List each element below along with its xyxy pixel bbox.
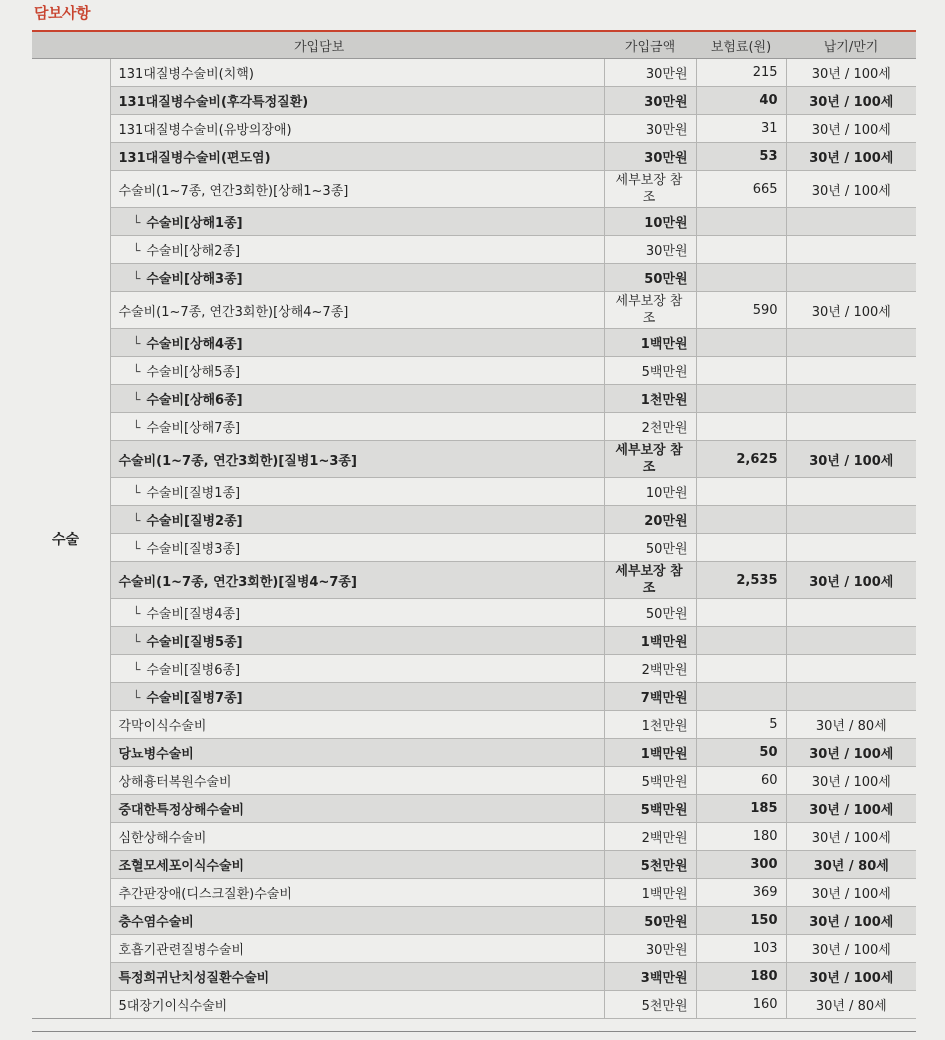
table-row: [32, 851, 916, 879]
term-value: 30년 / 100세: [786, 935, 916, 963]
coverage-name: 특정희귀난치성질환수술비: [110, 963, 604, 991]
sub-item-corner-icon: └: [132, 272, 141, 287]
table-row: [32, 991, 916, 1019]
coverage-amount: 5천만원: [604, 991, 696, 1019]
coverage-amount: 30만원: [604, 87, 696, 115]
sub-item-corner-icon: └: [132, 216, 141, 231]
coverage-name: 조혈모세포이식수술비: [110, 851, 604, 879]
sub-item-corner-icon: └: [132, 663, 141, 678]
header-amount: 가입금액: [604, 31, 696, 59]
table-row: [32, 171, 916, 208]
term-value: 30년 / 100세: [786, 963, 916, 991]
coverage-amount: 1천만원: [604, 385, 696, 413]
term-value: 30년 / 100세: [786, 441, 916, 478]
term-value: 30년 / 100세: [786, 562, 916, 599]
coverage-amount: 30만원: [604, 236, 696, 264]
premium-value: 369: [696, 879, 786, 907]
coverage-name: └ 수술비[상해7종]: [110, 413, 604, 441]
table-row: [32, 534, 916, 562]
coverage-name: └ 수술비[질병6종]: [110, 655, 604, 683]
sub-item-corner-icon: └: [132, 635, 141, 650]
premium-value: [696, 627, 786, 655]
table-row: [32, 655, 916, 683]
table-bottom-border: [32, 1031, 916, 1032]
coverage-name: └ 수술비[질병7종]: [110, 683, 604, 711]
coverage-amount: 10만원: [604, 208, 696, 236]
coverage-amount: 5천만원: [604, 851, 696, 879]
coverage-name: 131대질병수술비(후각특정질환): [110, 87, 604, 115]
coverage-name: └ 수술비[상해6종]: [110, 385, 604, 413]
premium-value: 665: [696, 171, 786, 208]
table-row: [32, 115, 916, 143]
coverage-amount: 1백만원: [604, 879, 696, 907]
table-row: [32, 441, 916, 478]
coverage-name: └ 수술비[상해4종]: [110, 329, 604, 357]
table-row: [32, 562, 916, 599]
table-row: [32, 59, 916, 87]
premium-value: [696, 534, 786, 562]
table-row: [32, 264, 916, 292]
table-row: [32, 935, 916, 963]
coverage-name: 수술비(1~7종, 연간3회한)[상해4~7종]: [110, 292, 604, 329]
premium-value: 2,625: [696, 441, 786, 478]
term-value: 30년 / 100세: [786, 739, 916, 767]
premium-value: 31: [696, 115, 786, 143]
term-value: 30년 / 80세: [786, 991, 916, 1019]
term-value: 30년 / 100세: [786, 143, 916, 171]
sub-item-corner-icon: └: [132, 486, 141, 501]
coverage-amount: 50만원: [604, 907, 696, 935]
sub-item-corner-icon: └: [132, 244, 141, 259]
coverage-amount: 30만원: [604, 935, 696, 963]
coverage-name: 당뇨병수술비: [110, 739, 604, 767]
coverage-amount: 5백만원: [604, 767, 696, 795]
sub-item-corner-icon: └: [132, 393, 141, 408]
table-row: [32, 879, 916, 907]
coverage-name: └ 수술비[질병2종]: [110, 506, 604, 534]
sub-item-corner-icon: └: [132, 691, 141, 706]
term-value: 30년 / 100세: [786, 171, 916, 208]
table-row: [32, 385, 916, 413]
table-row: [32, 357, 916, 385]
coverage-name: 5대장기이식수술비: [110, 991, 604, 1019]
coverage-name: └ 수술비[상해1종]: [110, 208, 604, 236]
sub-item-corner-icon: └: [132, 607, 141, 622]
term-value: [786, 627, 916, 655]
premium-value: 53: [696, 143, 786, 171]
term-value: 30년 / 100세: [786, 767, 916, 795]
term-value: [786, 683, 916, 711]
term-value: [786, 357, 916, 385]
header-premium: 보험료(원): [696, 31, 786, 59]
premium-value: 40: [696, 87, 786, 115]
coverage-name: └ 수술비[질병1종]: [110, 478, 604, 506]
sub-item-corner-icon: └: [132, 421, 141, 436]
coverage-name: 수술비(1~7종, 연간3회한)[상해1~3종]: [110, 171, 604, 208]
coverage-amount: 1백만원: [604, 739, 696, 767]
table-row: [32, 292, 916, 329]
premium-value: 215: [696, 59, 786, 87]
coverage-amount: 3백만원: [604, 963, 696, 991]
coverage-amount: 2백만원: [604, 655, 696, 683]
premium-value: 590: [696, 292, 786, 329]
term-value: 30년 / 100세: [786, 87, 916, 115]
table-row: [32, 208, 916, 236]
coverage-amount: 2천만원: [604, 413, 696, 441]
coverage-name: 131대질병수술비(편도염): [110, 143, 604, 171]
table-row: [32, 627, 916, 655]
coverage-name: 충수염수술비: [110, 907, 604, 935]
table-row: [32, 143, 916, 171]
table-row: [32, 413, 916, 441]
premium-value: [696, 599, 786, 627]
table-row: [32, 963, 916, 991]
term-value: [786, 329, 916, 357]
coverage-name: └ 수술비[상해5종]: [110, 357, 604, 385]
premium-value: 300: [696, 851, 786, 879]
sub-item-corner-icon: └: [132, 365, 141, 380]
premium-value: 5: [696, 711, 786, 739]
coverage-name: 추간판장애(디스크질환)수술비: [110, 879, 604, 907]
coverage-amount: 5백만원: [604, 357, 696, 385]
premium-value: 160: [696, 991, 786, 1019]
term-value: [786, 264, 916, 292]
table-row: [32, 506, 916, 534]
term-value: [786, 385, 916, 413]
coverage-name: └ 수술비[상해2종]: [110, 236, 604, 264]
table-row: [32, 599, 916, 627]
coverage-name: └ 수술비[상해3종]: [110, 264, 604, 292]
coverage-name: 상해흉터복원수술비: [110, 767, 604, 795]
coverage-amount: 세부보장 참조: [604, 292, 696, 329]
table-row: [32, 236, 916, 264]
table-row: [32, 478, 916, 506]
table-row: [32, 739, 916, 767]
premium-value: [696, 478, 786, 506]
sub-item-corner-icon: └: [132, 514, 141, 529]
table-row: [32, 711, 916, 739]
term-value: [786, 478, 916, 506]
term-value: 30년 / 100세: [786, 907, 916, 935]
coverage-name: 131대질병수술비(치핵): [110, 59, 604, 87]
header-term: 납기/만기: [786, 31, 916, 59]
term-value: [786, 655, 916, 683]
premium-value: 150: [696, 907, 786, 935]
term-value: [786, 413, 916, 441]
premium-value: [696, 385, 786, 413]
coverage-amount: 30만원: [604, 115, 696, 143]
coverage-name: 중대한특정상해수술비: [110, 795, 604, 823]
premium-value: 2,535: [696, 562, 786, 599]
coverage-name: └ 수술비[질병5종]: [110, 627, 604, 655]
premium-value: 180: [696, 963, 786, 991]
coverage-name: └ 수술비[질병3종]: [110, 534, 604, 562]
coverage-amount: 20만원: [604, 506, 696, 534]
coverage-amount: 5백만원: [604, 795, 696, 823]
coverage-name: 수술비(1~7종, 연간3회한)[질병1~3종]: [110, 441, 604, 478]
coverage-amount: 30만원: [604, 143, 696, 171]
term-value: 30년 / 80세: [786, 851, 916, 879]
category-label: 수술: [32, 59, 110, 1019]
term-value: [786, 208, 916, 236]
table-header-row: [32, 31, 916, 59]
coverage-amount: 세부보장 참조: [604, 562, 696, 599]
premium-value: [696, 236, 786, 264]
premium-value: [696, 413, 786, 441]
term-value: [786, 534, 916, 562]
term-value: 30년 / 80세: [786, 711, 916, 739]
sub-item-corner-icon: └: [132, 337, 141, 352]
term-value: 30년 / 100세: [786, 292, 916, 329]
sub-item-corner-icon: └: [132, 542, 141, 557]
term-value: 30년 / 100세: [786, 115, 916, 143]
table-row: [32, 823, 916, 851]
coverage-amount: 50만원: [604, 534, 696, 562]
coverage-amount: 10만원: [604, 478, 696, 506]
term-value: [786, 506, 916, 534]
term-value: 30년 / 100세: [786, 823, 916, 851]
coverage-amount: 50만원: [604, 264, 696, 292]
coverage-name: └ 수술비[질병4종]: [110, 599, 604, 627]
premium-value: [696, 683, 786, 711]
premium-value: 103: [696, 935, 786, 963]
premium-value: [696, 329, 786, 357]
term-value: 30년 / 100세: [786, 795, 916, 823]
premium-value: 60: [696, 767, 786, 795]
header-coverage: 가입담보: [32, 31, 604, 59]
coverage-table: [32, 30, 916, 1019]
term-value: [786, 236, 916, 264]
term-value: [786, 599, 916, 627]
term-value: 30년 / 100세: [786, 879, 916, 907]
coverage-name: 131대질병수술비(유방의장애): [110, 115, 604, 143]
premium-value: [696, 264, 786, 292]
premium-value: [696, 655, 786, 683]
premium-value: [696, 208, 786, 236]
premium-value: 50: [696, 739, 786, 767]
table-row: [32, 87, 916, 115]
coverage-amount: 세부보장 참조: [604, 441, 696, 478]
coverage-amount: 2백만원: [604, 823, 696, 851]
table-row: [32, 767, 916, 795]
term-value: 30년 / 100세: [786, 59, 916, 87]
table-row: [32, 683, 916, 711]
coverage-amount: 30만원: [604, 59, 696, 87]
coverage-name: 각막이식수술비: [110, 711, 604, 739]
premium-value: [696, 357, 786, 385]
coverage-amount: 7백만원: [604, 683, 696, 711]
table-row: [32, 907, 916, 935]
premium-value: 185: [696, 795, 786, 823]
coverage-name: 호흡기관련질병수술비: [110, 935, 604, 963]
premium-value: [696, 506, 786, 534]
coverage-name: 수술비(1~7종, 연간3회한)[질병4~7종]: [110, 562, 604, 599]
table-row: [32, 795, 916, 823]
coverage-amount: 1백만원: [604, 329, 696, 357]
coverage-amount: 1천만원: [604, 711, 696, 739]
coverage-name: 심한상해수술비: [110, 823, 604, 851]
premium-value: 180: [696, 823, 786, 851]
table-row: [32, 329, 916, 357]
coverage-amount: 50만원: [604, 599, 696, 627]
section-title: 담보사항: [34, 4, 90, 22]
coverage-amount: 세부보장 참조: [604, 171, 696, 208]
coverage-amount: 1백만원: [604, 627, 696, 655]
